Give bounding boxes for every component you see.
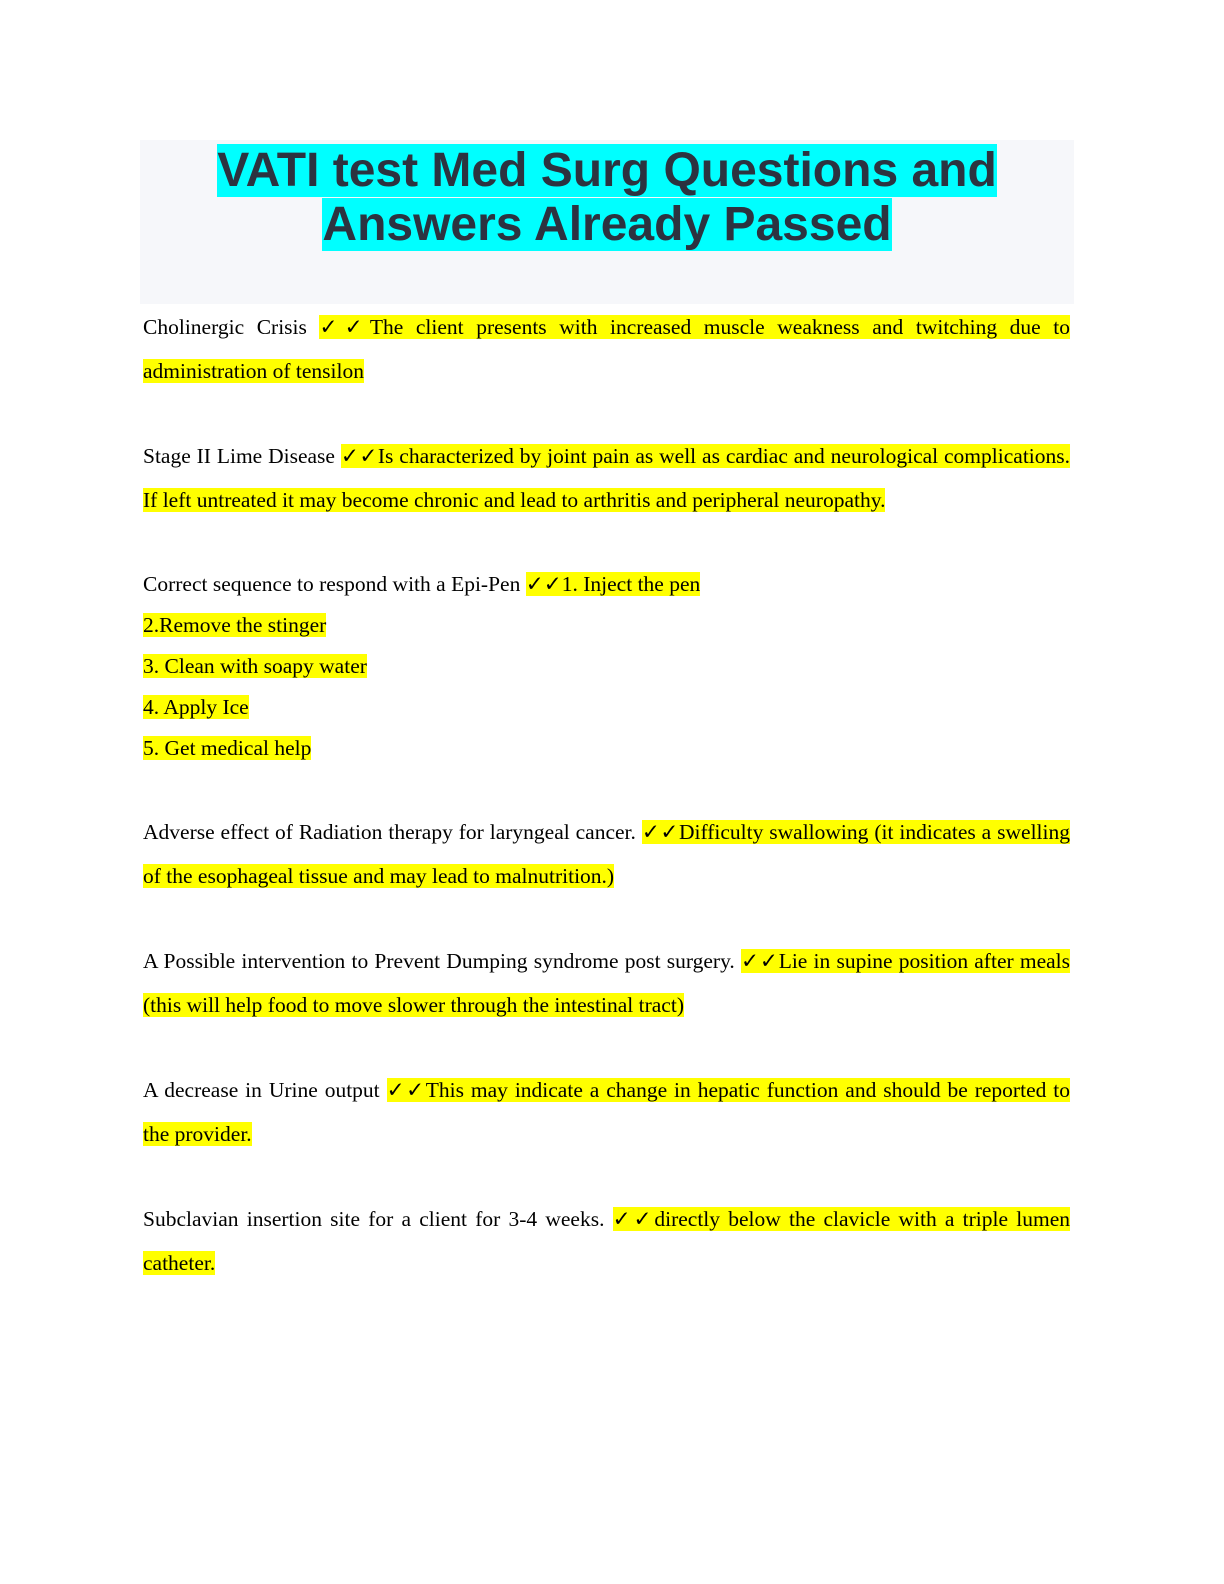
step-text: 4. Apply Ice [143,695,249,719]
answer-text: ✓✓Difficulty swallowing (it indicates a swelling of the esophageal tissue and may lead to malnutrition.) [143,820,1070,888]
answer-text: ✓✓The client presents with increased muscle weakness and twitching due to administration of tensilon [143,315,1070,383]
step-text: 2.Remove the stinger [143,613,327,637]
document-title-line-1: VATI test Med Surg Questions and [217,144,997,197]
question-text: Stage II Lime Disease [143,444,341,468]
question-text: A decrease in Urine output [143,1078,387,1102]
answer-text: ✓✓directly below the clavicle with a triple lumen catheter. [143,1207,1070,1275]
question-text: Correct sequence to respond with a Epi-Pen [143,572,526,596]
step-text: 3. Clean with soapy water [143,654,367,678]
question-text: Cholinergic Crisis [143,315,320,339]
title-line-1 [140,144,1074,198]
qa-item-epi-pen [143,564,1070,769]
step-item [143,605,1070,646]
question-text: A Possible intervention to Prevent Dumping syndrome post surgery. [143,949,742,973]
epi-pen-first-line [143,564,1070,605]
step-item [143,646,1070,687]
answer-text: ✓✓Is characterized by joint pain as well as cardiac and neurological complications. If left untreated it may become chronic and lead to arthritis and peripheral neuropathy. [143,444,1071,512]
step-item [143,687,1070,728]
title-line-2 [140,198,1074,252]
qa-item-dumping-syndrome [143,940,1070,1027]
step-text: 5. Get medical help [143,736,312,760]
step-item [143,728,1070,769]
qa-item-cholinergic-crisis [143,306,1070,393]
question-text: Subclavian insertion site for a client for 3-4 weeks. [143,1207,613,1231]
answer-text: ✓✓Lie in supine position after meals (this will help food to move slower through the intestinal tract) [143,949,1070,1017]
question-text: Adverse effect of Radiation therapy for laryngeal cancer. [143,820,642,844]
title-block [140,140,1074,304]
answer-text: ✓✓This may indicate a change in hepatic function and should be reported to the provider. [143,1078,1071,1146]
qa-item-subclavian-site [143,1198,1070,1285]
answer-text: ✓✓1. Inject the pen [525,572,701,596]
qa-item-radiation-therapy [143,811,1070,898]
qa-content [143,306,1070,1327]
document-title-line-2: Answers Already Passed [322,198,892,251]
qa-item-lime-disease [143,435,1070,522]
qa-item-urine-output [143,1069,1070,1156]
